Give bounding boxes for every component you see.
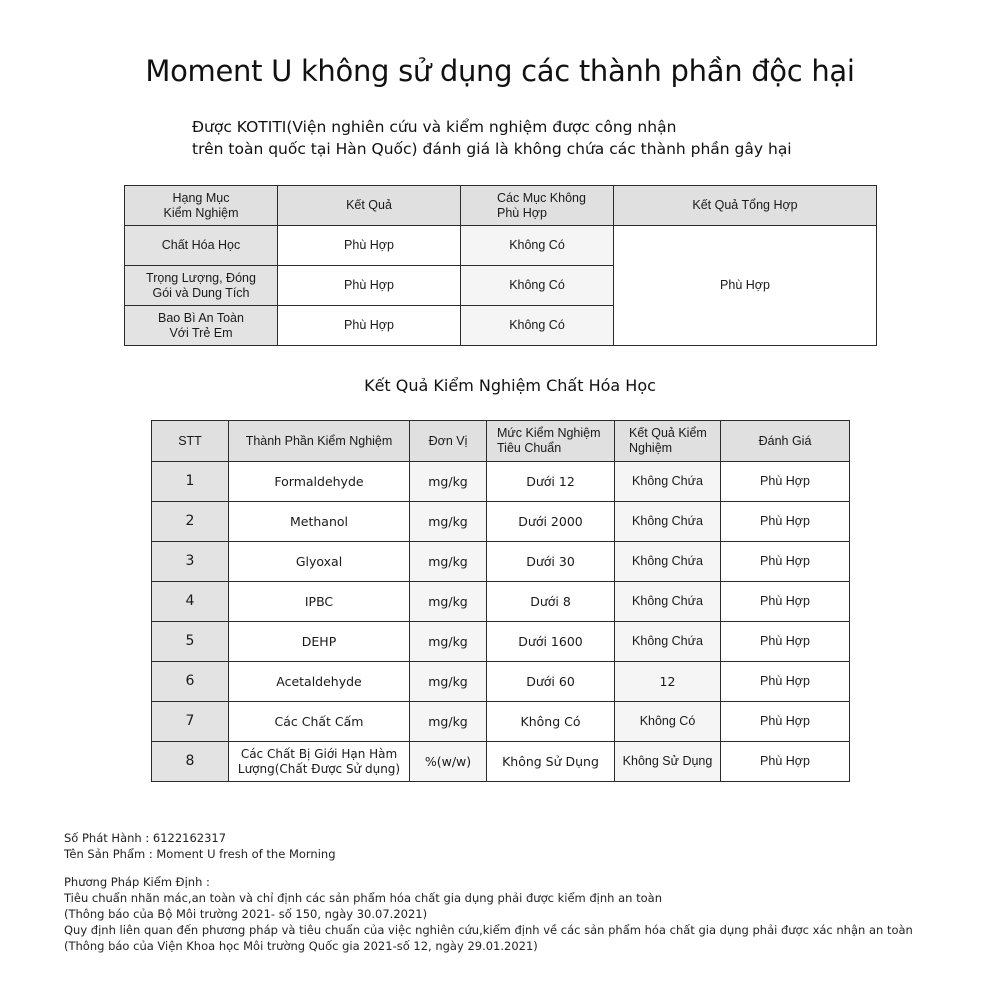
result-cell: 12 (615, 662, 721, 702)
standard-cell: Không Sử Dụng (487, 742, 615, 782)
product-name: Tên Sản Phẩm : Moment U fresh of the Morning (64, 847, 336, 861)
chem-header-row (152, 421, 850, 462)
standard-cell: Dưới 2000 (487, 502, 615, 542)
evaluation-cell: Phù Hợp (721, 502, 850, 542)
result-cell: Phù Hợp (278, 306, 461, 346)
unit-cell: %(w/w) (410, 742, 487, 782)
table-row (152, 502, 850, 542)
unit-cell: mg/kg (410, 702, 487, 742)
unit-cell: mg/kg (410, 622, 487, 662)
evaluation-cell: Phù Hợp (721, 742, 850, 782)
table-row (152, 542, 850, 582)
stt-cell: 8 (152, 742, 229, 782)
product-info (64, 830, 336, 862)
result-cell: Không Chứa (615, 462, 721, 502)
unit-cell: mg/kg (410, 502, 487, 542)
method-line: (Thông báo của Viện Khoa học Môi trường Quốc gia 2021-số 12, ngày 29.01.2021) (64, 939, 538, 953)
result-cell: Không Có (615, 702, 721, 742)
component-cell: Các Chất Cấm (229, 702, 410, 742)
component-cell: Formaldehyde (229, 462, 410, 502)
component-cell: Acetaldehyde (229, 662, 410, 702)
component-cell: Methanol (229, 502, 410, 542)
category-cell: Chất Hóa Học (125, 226, 278, 266)
table-row (152, 462, 850, 502)
standard-cell: Dưới 30 (487, 542, 615, 582)
standard-cell: Dưới 60 (487, 662, 615, 702)
header-overall-result: Kết Quả Tổng Hợp (614, 186, 877, 226)
standard-cell: Dưới 12 (487, 462, 615, 502)
evaluation-cell: Phù Hợp (721, 462, 850, 502)
summary-table (124, 185, 877, 346)
result-cell: Không Chứa (615, 542, 721, 582)
result-cell: Không Chứa (615, 622, 721, 662)
unit-cell: mg/kg (410, 662, 487, 702)
header-test-category: Hạng Mục Kiểm Nghiệm (125, 186, 278, 226)
nonconforming-cell: Không Có (461, 226, 614, 266)
summary-header-row (125, 186, 877, 226)
table-row (152, 742, 850, 782)
test-method (64, 874, 913, 954)
header-result: Kết Quả (278, 186, 461, 226)
standard-cell: Dưới 1600 (487, 622, 615, 662)
component-cell: Các Chất Bị Giới Hạn Hàm Lượng(Chất Được Sử dụng) (229, 742, 410, 782)
overall-result-cell: Phù Hợp (614, 226, 877, 346)
table-row (152, 702, 850, 742)
table-row (152, 582, 850, 622)
header-test-result: Kết Quả Kiểm Nghiệm (615, 421, 721, 462)
stt-cell: 2 (152, 502, 229, 542)
header-nonconforming: Các Mục Không Phù Hợp (461, 186, 614, 226)
subtitle (192, 116, 792, 160)
stt-cell: 4 (152, 582, 229, 622)
nonconforming-cell: Không Có (461, 266, 614, 306)
component-cell: DEHP (229, 622, 410, 662)
method-label: Phương Pháp Kiểm Định : (64, 875, 210, 889)
evaluation-cell: Phù Hợp (721, 622, 850, 662)
result-cell: Không Sử Dụng (615, 742, 721, 782)
result-cell: Phù Hợp (278, 266, 461, 306)
component-cell: IPBC (229, 582, 410, 622)
standard-cell: Không Có (487, 702, 615, 742)
header-component: Thành Phần Kiểm Nghiệm (229, 421, 410, 462)
result-cell: Không Chứa (615, 502, 721, 542)
subtitle-line-1: Được KOTITI(Viện nghiên cứu và kiểm nghiệm được công nhận (192, 118, 677, 136)
stt-cell: 6 (152, 662, 229, 702)
method-line: Quy định liên quan đến phương pháp và tiêu chuẩn của việc nghiên cứu,kiểm định về các sản phẩm hóa chất gia dụng phải được xác nhận an toàn (64, 923, 913, 937)
page-title: Moment U không sử dụng các thành phần độc hại (145, 54, 855, 88)
stt-cell: 1 (152, 462, 229, 502)
header-standard: Mức Kiểm Nghiệm Tiêu Chuẩn (487, 421, 615, 462)
header-evaluation: Đánh Giá (721, 421, 850, 462)
category-cell: Bao Bì An Toàn Với Trẻ Em (125, 306, 278, 346)
header-unit: Đơn Vị (410, 421, 487, 462)
chem-section-title: Kết Quả Kiểm Nghiệm Chất Hóa Học (364, 376, 656, 395)
unit-cell: mg/kg (410, 462, 487, 502)
chemical-test-table (151, 420, 850, 782)
summary-row (125, 226, 877, 266)
header-stt: STT (152, 421, 229, 462)
stt-cell: 5 (152, 622, 229, 662)
unit-cell: mg/kg (410, 582, 487, 622)
table-row (152, 622, 850, 662)
standard-cell: Dưới 8 (487, 582, 615, 622)
unit-cell: mg/kg (410, 542, 487, 582)
result-cell: Phù Hợp (278, 226, 461, 266)
issue-number: Số Phát Hành : 6122162317 (64, 831, 227, 845)
table-row (152, 662, 850, 702)
method-line: (Thông báo của Bộ Môi trường 2021- số 150, ngày 30.07.2021) (64, 907, 428, 921)
component-cell: Glyoxal (229, 542, 410, 582)
evaluation-cell: Phù Hợp (721, 702, 850, 742)
result-cell: Không Chứa (615, 582, 721, 622)
stt-cell: 7 (152, 702, 229, 742)
evaluation-cell: Phù Hợp (721, 582, 850, 622)
nonconforming-cell: Không Có (461, 306, 614, 346)
category-cell: Trọng Lượng, Đóng Gói và Dung Tích (125, 266, 278, 306)
evaluation-cell: Phù Hợp (721, 542, 850, 582)
evaluation-cell: Phù Hợp (721, 662, 850, 702)
subtitle-line-2: trên toàn quốc tại Hàn Quốc) đánh giá là không chứa các thành phần gây hại (192, 140, 792, 158)
method-line: Tiêu chuẩn nhãn mác,an toàn và chỉ định các sản phẩm hóa chất gia dụng phải được kiểm định an toàn (64, 891, 662, 905)
stt-cell: 3 (152, 542, 229, 582)
